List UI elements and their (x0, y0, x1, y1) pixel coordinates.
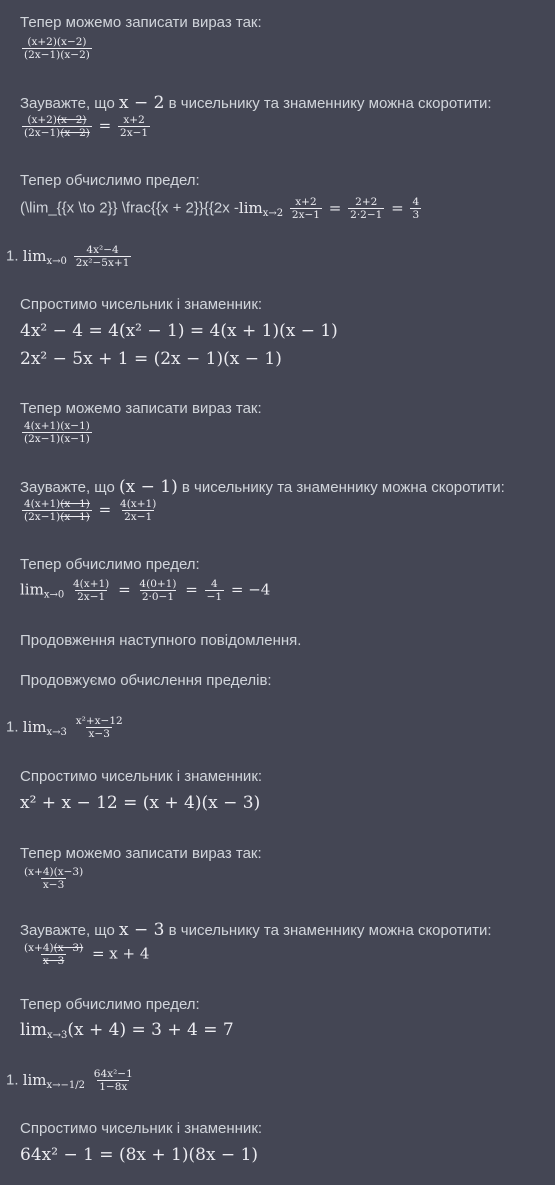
fraction-expression: $\frac{(x+2)(x-2)}{(2x-1)(x-2)}$ (24, 36, 90, 61)
intro-text: Тепер можемо записати вираз так: (20, 14, 262, 31)
cancel-expression: $\frac{(x+4)(x-3)}{x-3}$ = x + 4 (24, 942, 150, 967)
list-item: 1. $\lim_{x\to-1/2}$ $\frac{\text{64x²−1}}{1-8x}$ (6, 1068, 133, 1093)
simplify-label: Спростимо чисельник і знаменник: (20, 1120, 263, 1137)
calc-label: Тепер обчислимо предел: (20, 996, 200, 1013)
calc-label: Тепер обчислимо предел: (20, 172, 200, 189)
intro-text: Тепер можемо записати вираз так: (20, 845, 262, 862)
limit-calculation: (\lim_{{x \to 2}} \frac{{x + 2}}{{2x $-\lim_{x\to 2}$ $\frac{x+2}{2x-1}$ = $\frac{2+2}{2\cdot 2-1}$ = $\frac{4}{3}$ (20, 196, 420, 221)
limit-calculation: $\lim_{x\to 3}(x + 4) = 3 + 4 = 7$ (20, 1020, 234, 1041)
continuation-note: Продовжуємо обчислення пределів: (20, 672, 272, 689)
calc-label: Тепер обчислимо предел: (20, 556, 200, 573)
math-line: 2x² − 5x + 1 = (2x − 1)(x − 1) (20, 349, 282, 369)
continuation-note: Продовження наступного повідомлення. (20, 632, 302, 649)
limit-calculation: $\lim_{x\to 0}$ $\frac{4(x+1)}{2x-1}$ = $\frac{4(0+1)}{2\cdot 0-1}$ = $\frac{4}{-1}$ = −4 (20, 578, 271, 603)
math-line: x² + x − 12 = (x + 4)(x − 3) (20, 793, 261, 813)
simplify-label: Спростимо чисельник і знаменник: (20, 768, 263, 785)
cancel-expression: $\frac{(x+2)(x-2)}{(2x-1)(x-2)}$ = $\frac{x+2}{2x-1}$ (24, 114, 149, 139)
fraction-expression: $\frac{(x+4)(x-3)}{x-3}$ (24, 866, 84, 891)
cancel-note: Зауважте, що x − 3 в чисельнику та знаменнику можна скоротити: (20, 920, 492, 940)
list-item: 1. $\lim_{x\to 3}$ $\frac{\text{x²+x−12}}{x-3}$ (6, 715, 123, 740)
cancel-note: Зауважте, що (x − 1) в чисельнику та знаменнику можна скоротити: (20, 477, 505, 497)
simplify-label: Спростимо чисельник і знаменник: (20, 296, 263, 313)
list-item: 1. $\lim_{x\to 0}$ $\frac{\text{4x²−4}}{\text{2x²−5x+1}}$ (6, 244, 130, 269)
math-line: 64x² − 1 = (8x + 1)(8x − 1) (20, 1145, 259, 1165)
math-line: 4x² − 4 = 4(x² − 1) = 4(x + 1)(x − 1) (20, 321, 338, 341)
fraction-expression: $\frac{4(x+1)(x-1)}{(2x-1)(x-1)}$ (24, 420, 90, 445)
cancel-expression: $\frac{4(x+1)(x-1)}{(2x-1)(x-1)}$ = $\frac{4(x+1)}{2x-1}$ (24, 498, 157, 523)
intro-text: Тепер можемо записати вираз так: (20, 400, 262, 417)
cancel-note: Зауважте, що x − 2 в чисельнику та знаменнику можна скоротити: (20, 93, 492, 113)
